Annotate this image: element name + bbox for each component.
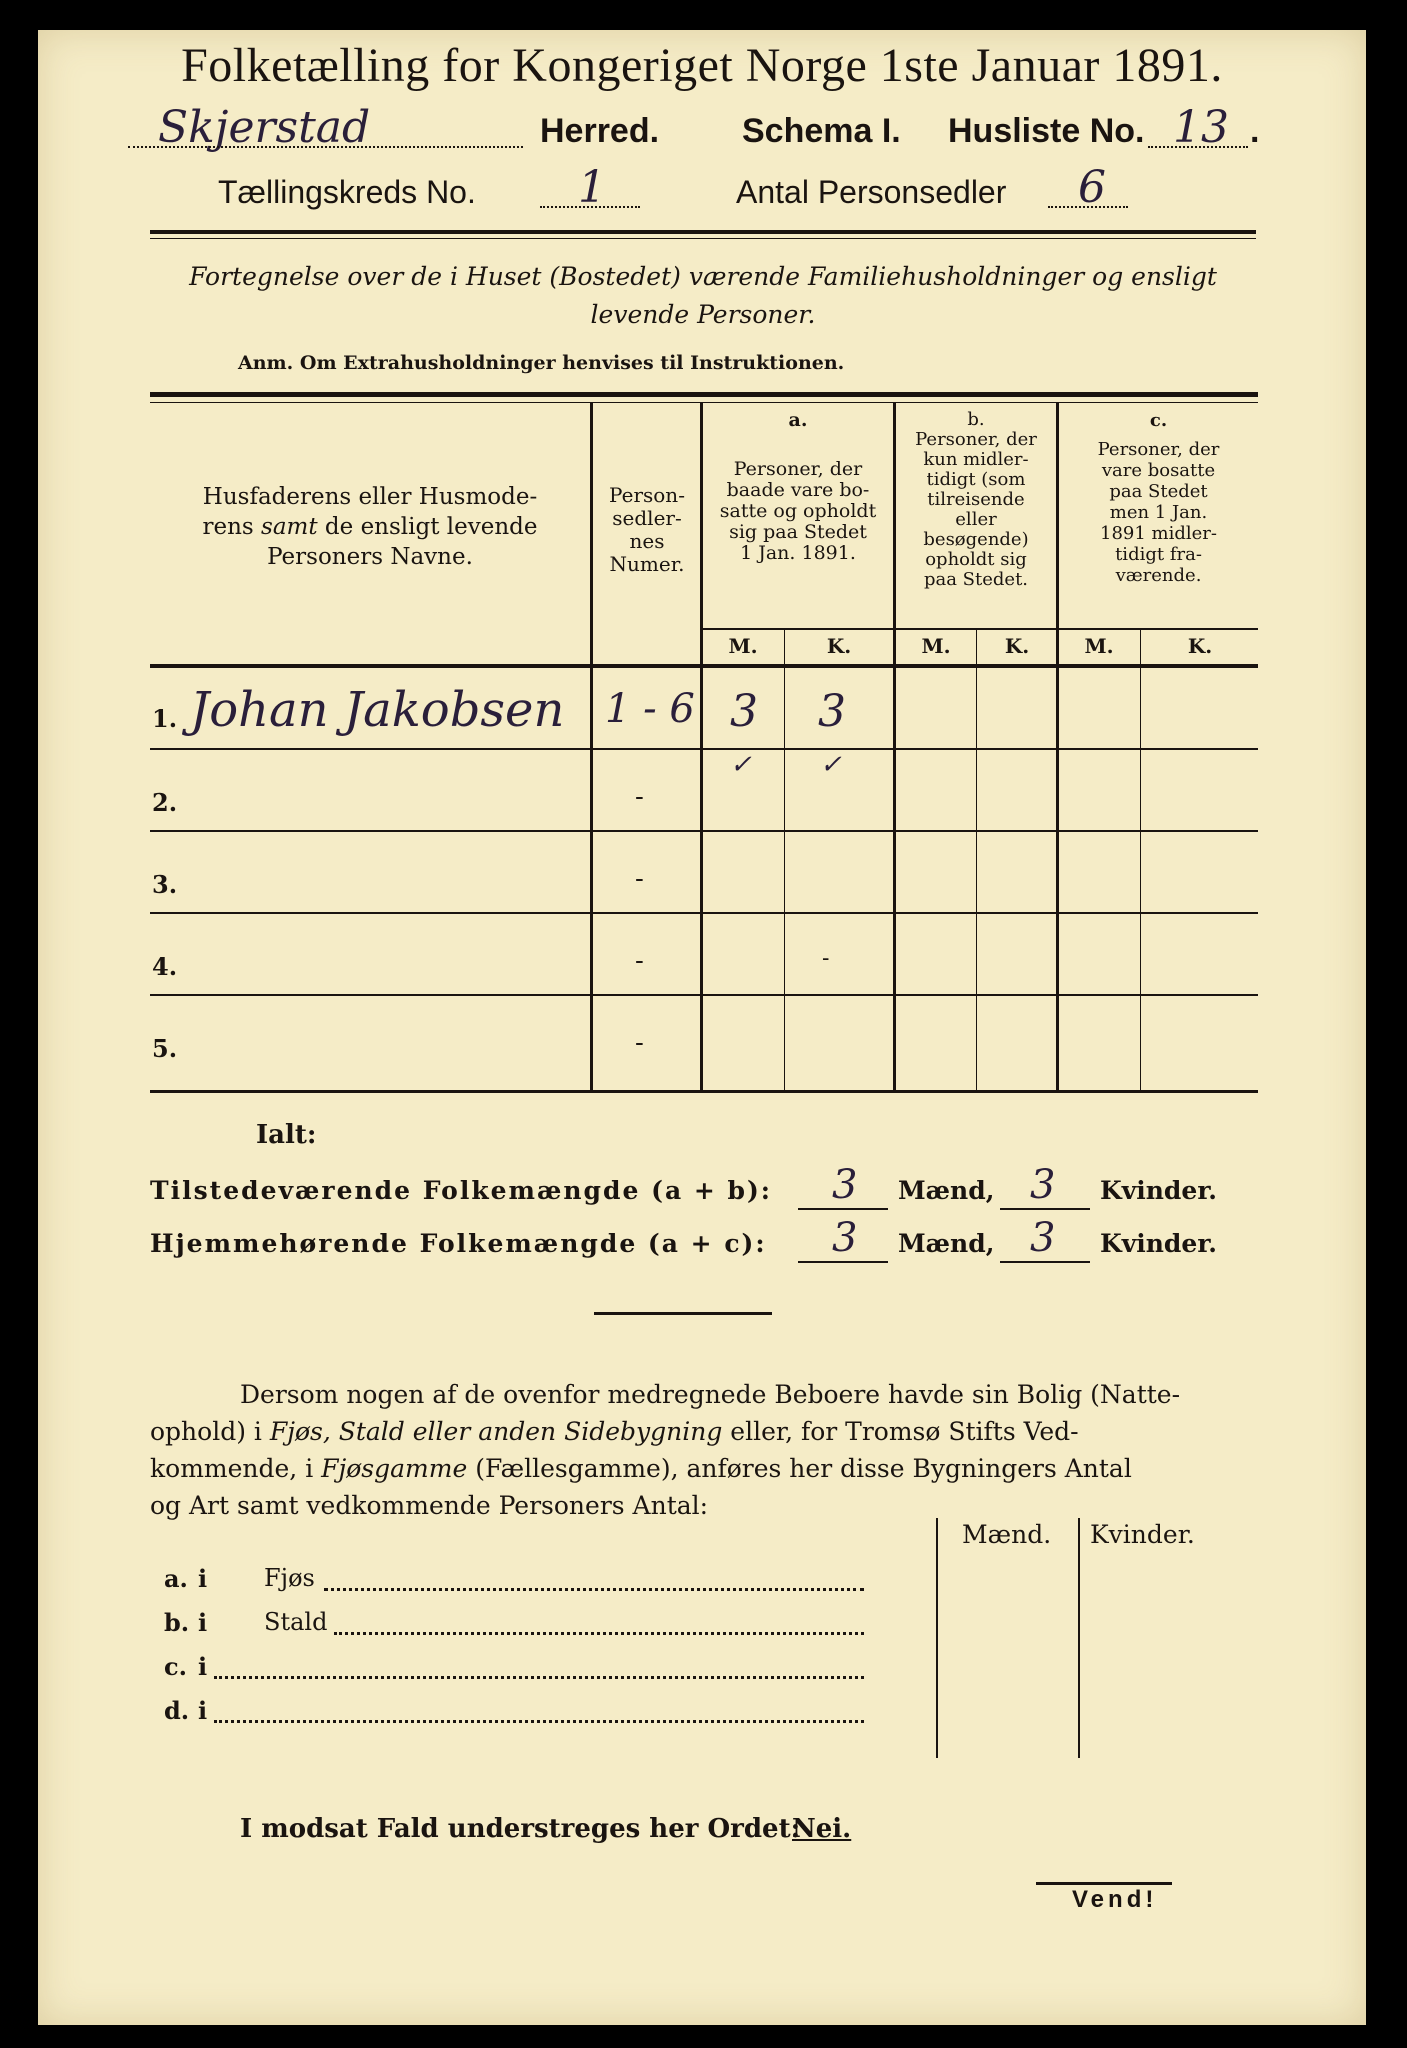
intro-line-1: Fortegnelse over de i Huset (Bostedet) værende Familiehusholdninger og ensligt — [189, 262, 1217, 291]
household-table — [150, 392, 1258, 1112]
intro-line-2: levende Personer. — [590, 300, 816, 329]
herred-label: Herred. — [540, 112, 660, 150]
husliste-value: 13 — [1173, 102, 1229, 153]
antal-label: Antal Personsedler — [736, 174, 1007, 210]
row-sedler: - — [635, 864, 644, 894]
c-k-label: K. — [1187, 634, 1213, 658]
totals-line-2: Hjemmehørende Folkemængde (a + c): 3 Mænd, 3 Kvinder. — [150, 1215, 1217, 1261]
table-row: 3. - — [150, 832, 1258, 914]
table-row: 1. Johan Jakobsen 1 - 6 3 3 — [150, 668, 1258, 750]
header-line-herred: Skjerstad Herred. Schema I. Husliste No. 13 . — [128, 108, 1278, 158]
schema-label: Schema I. — [742, 112, 901, 150]
row-a-m: ✓ — [730, 750, 752, 780]
bolig-item: a. i Fjøs — [164, 1560, 924, 1600]
header-line-kreds — [218, 162, 1218, 220]
table-row: 4. - - — [150, 914, 1258, 996]
kreds-label: Tællingskreds No. — [218, 174, 476, 210]
table-row: 5. - — [152, 1028, 644, 1063]
a-k-label: K. — [826, 634, 852, 658]
c-m-label: M. — [1084, 634, 1114, 658]
row-a-k: 3 — [818, 686, 846, 737]
vend-label: Vend! — [1072, 1886, 1158, 1913]
bolig-col-kvinder: Kvinder. — [1090, 1520, 1195, 1549]
total-2-k: 3 — [1030, 1215, 1056, 1261]
row-sedler: 1 - 6 — [605, 686, 695, 732]
col-header-b: b. Personer, der kun midler- tidigt (som tilreisende eller besøgende) opholdt sig paa Stedet. — [915, 409, 1037, 590]
husliste-label: Husliste No. — [948, 112, 1145, 150]
col-header-a: a. Personer, der baade vare bo- satte og opholdt sig paa Stedet 1 Jan. 1891. — [719, 409, 877, 564]
herred-value: Skjerstad — [158, 102, 371, 153]
a-m-label: M. — [728, 634, 758, 658]
herred-dots — [128, 146, 523, 148]
row-name: Johan Jakobsen — [190, 682, 565, 738]
anm-note: Anm. Om Extrahusholdninger henvises til Instruktionen. — [238, 352, 845, 374]
bolig-col-maend: Mænd. — [962, 1520, 1052, 1549]
total-1-k: 3 — [1030, 1162, 1056, 1208]
row-a-m: 3 — [730, 686, 758, 737]
row-sedler: - — [635, 1028, 644, 1058]
divider — [594, 1312, 772, 1315]
total-1-m: 3 — [832, 1162, 858, 1208]
bolig-item: b. i Stald — [164, 1604, 924, 1644]
totals-line-1: Tilstedeværende Folkemængde (a + b): 3 Mænd, 3 Kvinder. — [150, 1162, 1217, 1208]
col-header-sedler: Person- sedler- nes Numer. — [609, 483, 685, 576]
col-header-c: c. Personer, der vare bosatte paa Stedet men 1 Jan. 1891 midler- tidigt fra- værende. — [1097, 410, 1220, 586]
kreds-value: 1 — [578, 162, 606, 213]
row-sedler: - — [635, 782, 644, 812]
form-title: Folketælling for Kongeriget Norge 1ste Januar 1891. — [181, 39, 1223, 92]
modsat-line: I modsat Fald understreges her Ordet: Nei. — [240, 1814, 852, 1844]
antal-value: 6 — [1078, 162, 1106, 213]
ialt-label: Ialt: — [256, 1120, 317, 1150]
b-m-label: M. — [921, 634, 951, 658]
b-k-label: K. — [1004, 634, 1030, 658]
row-a-k: ✓ — [820, 750, 842, 780]
col-header-name: Husfaderens eller Husmode- rens samt de ensligt levende Personers Navne. — [202, 484, 538, 570]
bolig-paragraph: Dersom nogen af de ovenfor medregnede Beboere havde sin Bolig (Natte- ophold) i Fjøs, Stald eller anden Sidebygning eller, for Tromsø Stifts Ved- kommende, i Fjøsgamme (Fællesgamme), anføres her disse Bygningers Antal og Art samt vedkommende Personers Antal: — [150, 1380, 1181, 1520]
bolig-item: c. i — [164, 1648, 924, 1688]
row-a-k: - — [822, 946, 830, 971]
bolig-item: d. i — [164, 1692, 924, 1732]
total-2-m: 3 — [832, 1215, 858, 1261]
row-sedler: - — [635, 946, 644, 976]
header-rule — [150, 230, 1256, 234]
nei-word: Nei. — [792, 1814, 852, 1844]
census-form — [38, 30, 1366, 2025]
table-row: 2. - ✓ ✓ — [150, 750, 1258, 832]
